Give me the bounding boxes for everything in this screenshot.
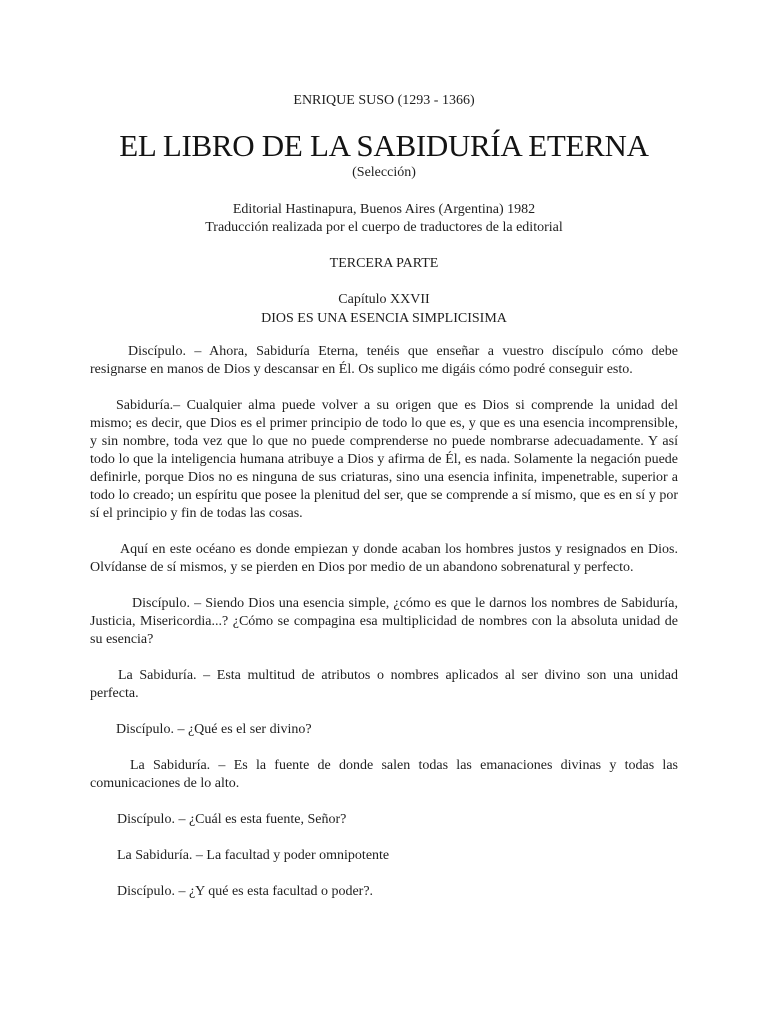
paragraph: Aquí en este océano es donde empiezan y donde acaban los hombres justos y resignados en Dios. Olvídanse de sí mismos, y se pierden en Dios por medio de un abandono sobrenatural y perfecto. <box>90 542 678 575</box>
chapter-heading <box>90 290 678 328</box>
author-line: ENRIQUE SUSO (1293 - 1366) <box>293 93 475 108</box>
paragraph: Sabiduría.– Cualquier alma puede volver a su origen que es Dios si comprende la unidad del mismo; es decir, que Dios es el primer principio de todo lo que es, y que es una esencia incomprensible, y sin nombre, toda vez que lo que no puede comprenderse no puede nombrarse adecuadamente. Y así todo lo que la inteligencia humana atribuye a Dios y afirma de Él, es nada. Solamente la negación puede definirle, porque Dios no es ninguna de sus criaturas, sino una esencia infinita, impenetrable, superior a todo lo creado; un espíritu que posee la plenitud del ser, que se comprende a sí mismo, que es en sí y por sí el principio y fin de todas las cosas. <box>90 398 678 521</box>
chapter-title: DIOS ES UNA ESENCIA SIMPLICISIMA <box>261 311 507 326</box>
publisher-line: Editorial Hastinapura, Buenos Aires (Argentina) 1982 <box>232 202 536 217</box>
paragraph: Discípulo. – ¿Cuál es esta fuente, Señor? <box>117 812 347 827</box>
paragraph: Discípulo. – Siendo Dios una esencia simple, ¿cómo es que le darnos los nombres de Sabiduría, Justicia, Misericordia...? ¿Cómo se compagina esa multiplicidad de nombres con la absoluta unidad de su esencia? <box>90 596 678 647</box>
paragraph: La Sabiduría. – La facultad y poder omnipotente <box>117 848 390 863</box>
book-subtitle: (Selección) <box>352 165 416 180</box>
book-title: EL LIBRO DE LA SABIDURÍA ETERNA <box>119 128 649 163</box>
paragraph: La Sabiduría. – Esta multitud de atributos o nombres aplicados al ser divino son una unidad perfecta. <box>90 668 678 701</box>
paragraph: Discípulo. – ¿Qué es el ser divino? <box>116 722 312 737</box>
paragraph: Discípulo. – ¿Y qué es esta facultad o poder?. <box>117 884 374 899</box>
part-heading: TERCERA PARTE <box>329 256 439 271</box>
body-text <box>90 343 678 919</box>
translation-line: Traducción realizada por el cuerpo de traductores de la editorial <box>205 220 563 235</box>
chapter-number: Capítulo XXVII <box>338 292 430 307</box>
publication-info <box>90 201 678 237</box>
paragraph: La Sabiduría. – Es la fuente de donde salen todas las emanaciones divinas y todas las comunicaciones de lo alto. <box>90 758 678 791</box>
paragraph: Discípulo. – Ahora, Sabiduría Eterna, tenéis que enseñar a vuestro discípulo cómo debe resignarse en manos de Dios y descansar en Él. Os suplico me digáis cómo podré conseguir esto. <box>90 344 678 377</box>
